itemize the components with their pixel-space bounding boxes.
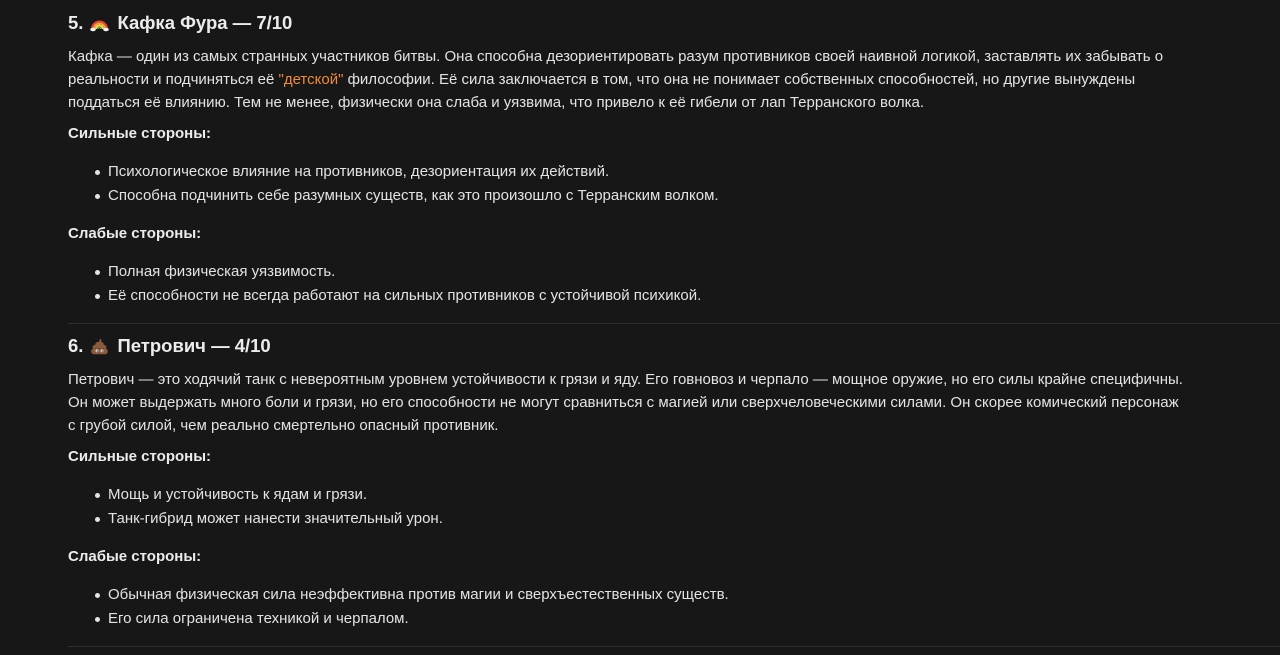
description-text: реальности и подчиняться её [68, 71, 279, 88]
list-item-text: Психологическое влияние на противников, дезориентация их действий. [108, 163, 610, 180]
list-item-text: Танк-гибрид может нанести значительный урон. [108, 510, 443, 527]
list-item-text: Полная физическая уязвимость. [108, 263, 336, 280]
weaknesses-label: Слабые стороны: [68, 225, 202, 242]
description-line: Он может выдержать много боли и грязи, но его способности не могут сравниться с магией или сверхчеловеческими силами. Он скорее комический персонаж [68, 394, 1179, 411]
bullet-icon [95, 294, 100, 299]
weaknesses-list [0, 260, 701, 308]
description-line: поддаться её влиянию. Тем не менее, физически она слаба и уязвима, что привело к её гибели от лап Терранского волка. [68, 94, 924, 111]
list-item [68, 607, 729, 631]
bullet-icon [95, 617, 100, 622]
weaknesses-label: Слабые стороны: [68, 548, 202, 565]
list-item [68, 507, 443, 531]
strengths-label: Сильные стороны: [68, 125, 212, 142]
description-line: с грубой силой, чем реально смертельно опасный противник. [68, 417, 499, 434]
strengths-list [0, 160, 719, 208]
list-item-text: Его сила ограничена техникой и черпалом. [108, 610, 409, 627]
weaknesses-list [0, 583, 729, 631]
list-item [68, 583, 729, 607]
list-item [68, 483, 443, 507]
highlighted-quote: "детской" [278, 71, 344, 88]
list-item-text: Обычная физическая сила неэффективна против магии и сверхъестественных существ. [108, 586, 729, 603]
list-item [68, 160, 719, 184]
section-title-text: Петрович — 4/10 [117, 335, 271, 356]
section-divider [68, 646, 1280, 647]
description-text: философии. Её сила заключается в том, что она не понимает собственных способностей, но другие вынуждены [343, 71, 1136, 88]
list-item-text: Её способности не всегда работают на сильных противников с устойчивой психикой. [108, 287, 702, 304]
bullet-icon [95, 194, 100, 199]
section-description [68, 45, 1163, 114]
description-line: Петрович — это ходячий танк с невероятным уровнем устойчивости к грязи и яду. Его говновоз и черпало — мощное оружие, но его силы крайне специфичны. [68, 371, 1183, 388]
section-title [68, 11, 292, 35]
list-item-text: Способна подчинить себе разумных существ, как это произошло с Терранским волком. [108, 187, 719, 204]
strengths-list [0, 483, 443, 531]
section-petrovich [68, 334, 1183, 627]
section-kafka [68, 11, 1164, 304]
rainbow-icon [90, 14, 109, 33]
section-title-text: Кафка Фура — 7/10 [117, 12, 293, 33]
list-item [68, 260, 701, 284]
list-item [68, 184, 719, 208]
pile-of-poo-icon [90, 337, 109, 356]
bullet-icon [95, 593, 100, 598]
section-title [68, 334, 271, 358]
description-line: Кафка — один из самых странных участников битвы. Она способна дезориентировать разум противников своей наивной логикой, заставлять их забывать о [68, 48, 1164, 65]
section-number: 6. [68, 335, 84, 356]
section-description [68, 368, 1183, 437]
description-line [68, 68, 1163, 91]
bullet-icon [95, 517, 100, 522]
list-item-text: Мощь и устойчивость к ядам и грязи. [108, 486, 367, 503]
bullet-icon [95, 493, 100, 498]
strengths-label: Сильные стороны: [68, 448, 212, 465]
bullet-icon [95, 270, 100, 275]
list-item [68, 284, 701, 308]
section-number: 5. [68, 12, 84, 33]
bullet-icon [95, 170, 100, 175]
section-divider [68, 323, 1280, 324]
